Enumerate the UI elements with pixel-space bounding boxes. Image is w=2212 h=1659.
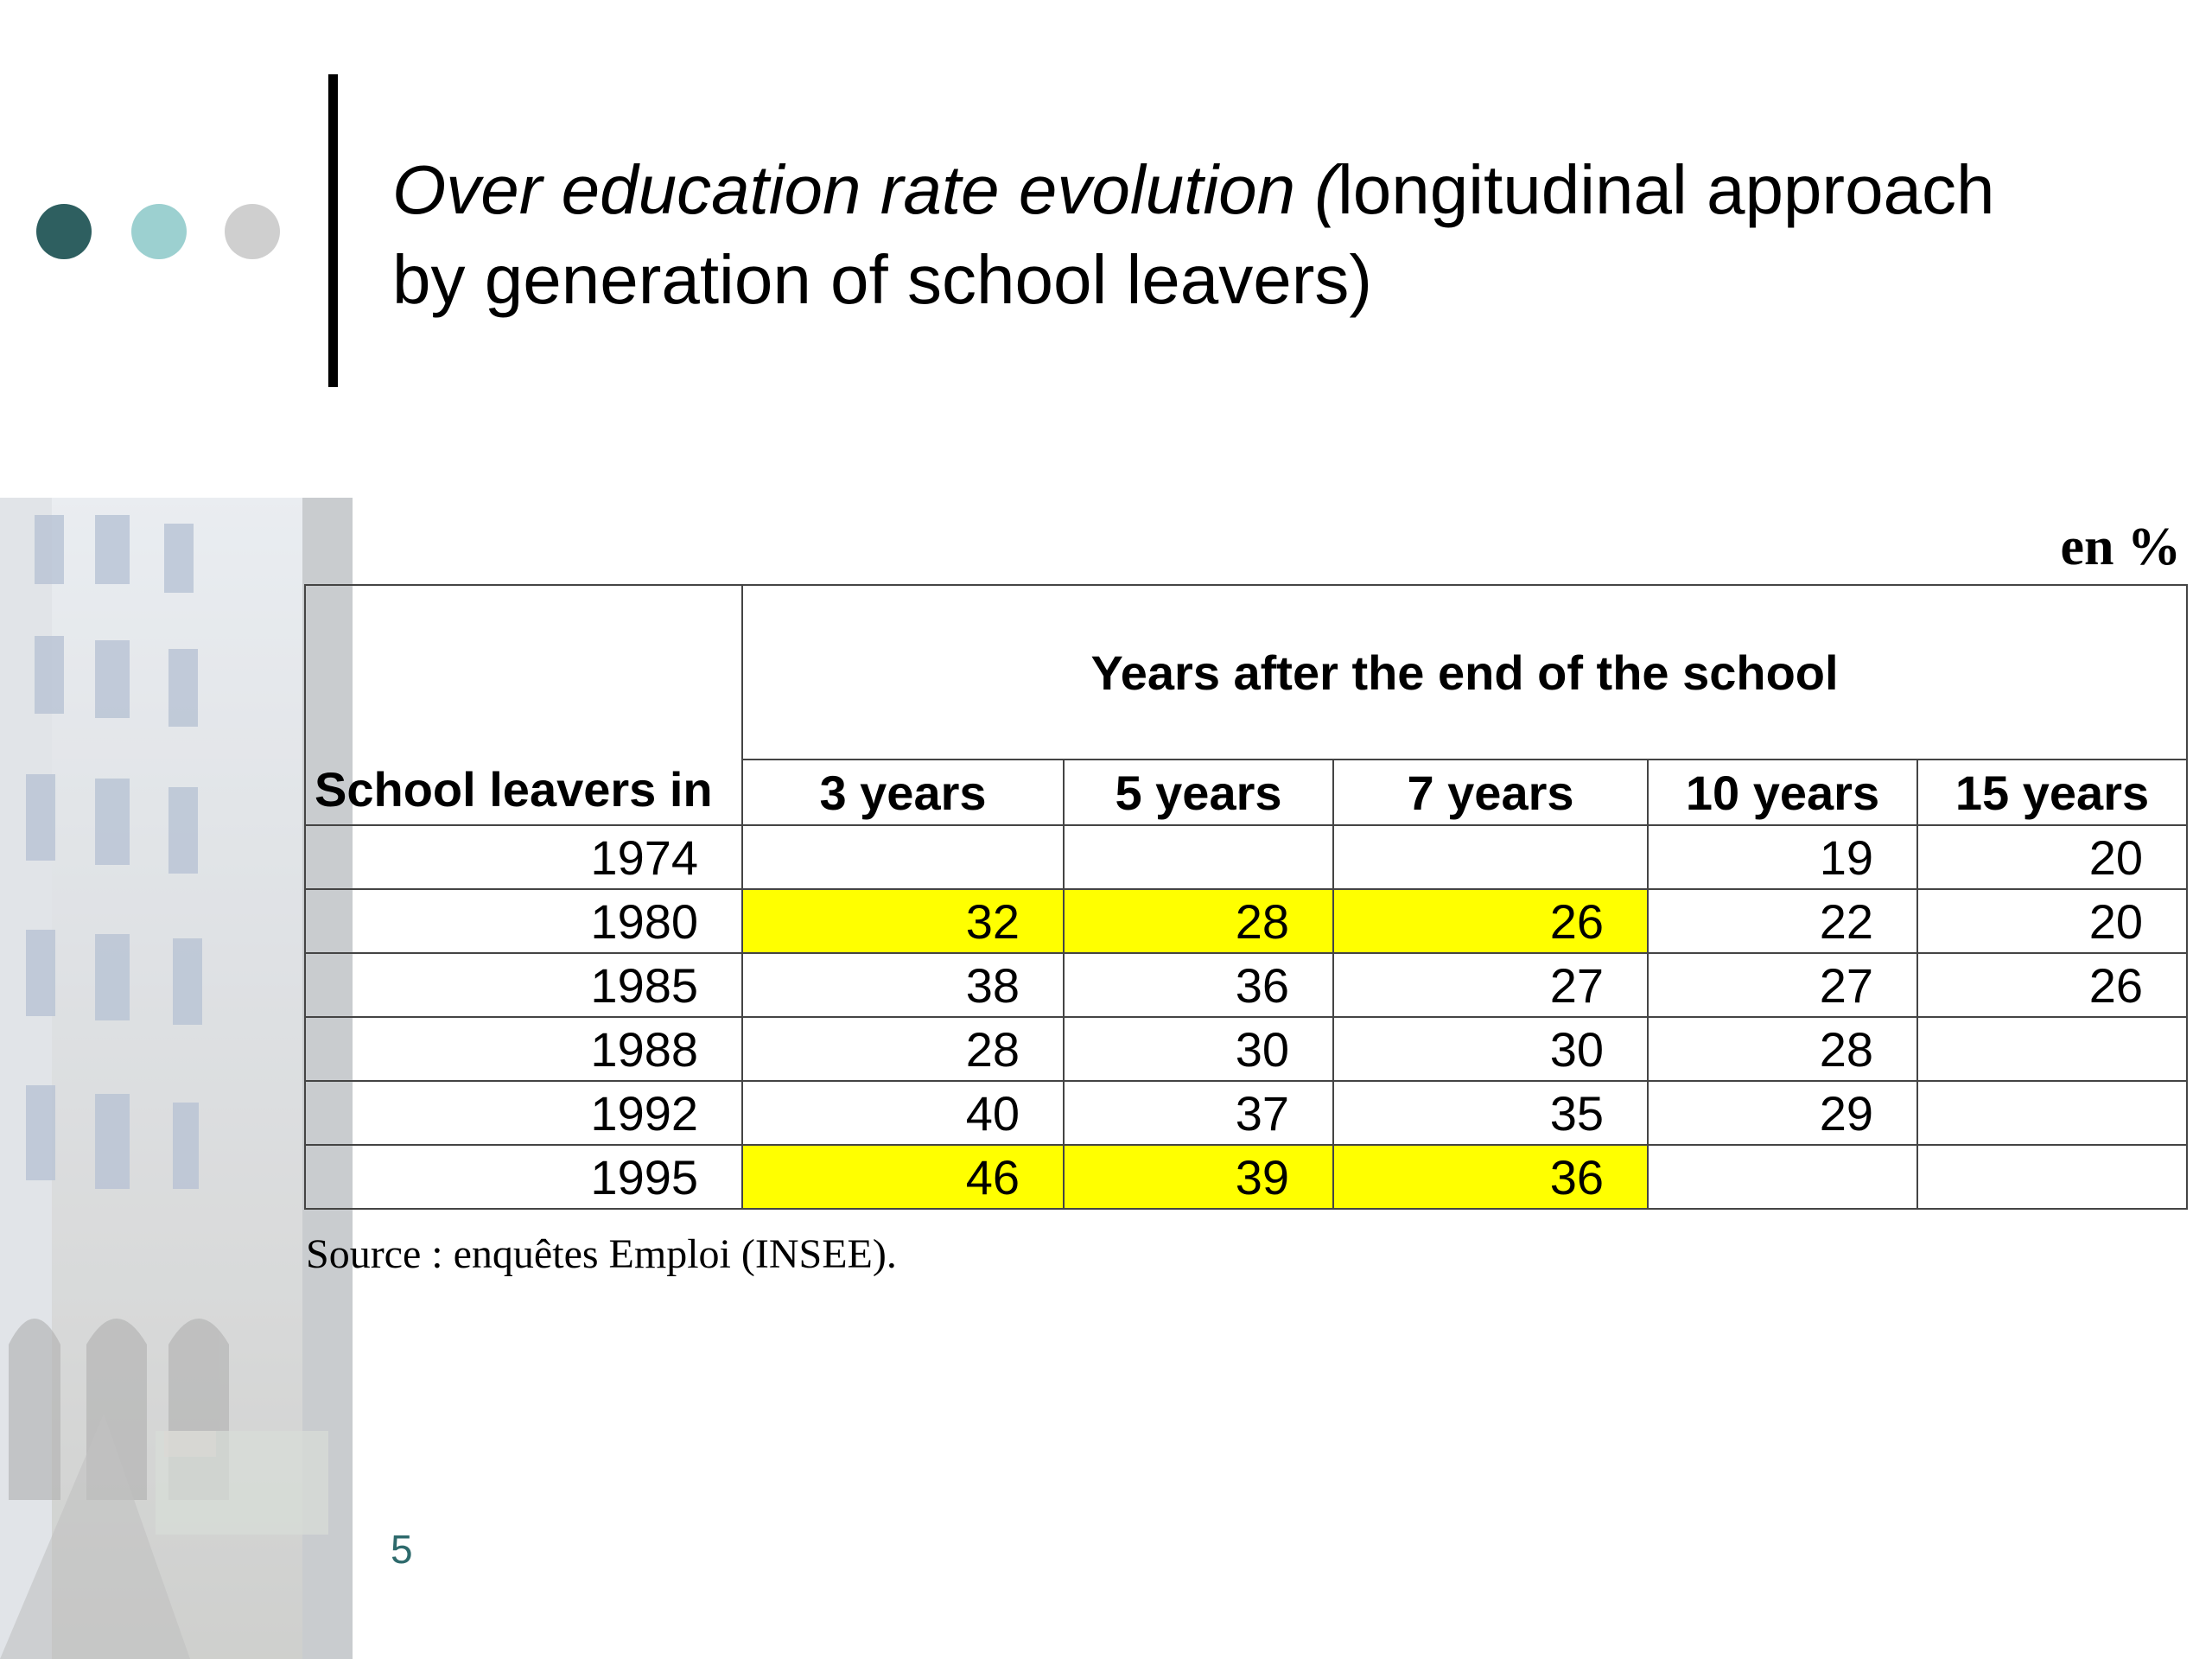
table-cell: [1917, 1017, 2187, 1081]
table-cell: [1917, 1081, 2187, 1145]
over-education-table: [304, 584, 2188, 1210]
table-row: [305, 825, 2187, 889]
highlighted-cell: 39: [1064, 1145, 1333, 1209]
table-cell: 28: [742, 1017, 1064, 1081]
table-row: [305, 1145, 2187, 1209]
table-cell: 28: [1648, 1017, 1917, 1081]
unit-label: en %: [2060, 518, 2181, 576]
row-year: 1985: [305, 953, 742, 1017]
table-cell: 22: [1648, 889, 1917, 953]
column-header-7-years: 7 years: [1333, 760, 1648, 825]
table-cell: 40: [742, 1081, 1064, 1145]
page-number: 5: [391, 1527, 413, 1572]
slide-title-rest: longitudinal approach by generation of school leavers): [392, 151, 1995, 318]
table-cell: 37: [1064, 1081, 1333, 1145]
table-row: [305, 889, 2187, 953]
row-year: 1992: [305, 1081, 742, 1145]
slide-title-italic: Over education rate evolution (: [392, 151, 1338, 228]
building-illustration: [0, 498, 353, 1659]
table-cell: 27: [1333, 953, 1648, 1017]
building-photo: [0, 498, 353, 1659]
table-cell: 20: [1917, 889, 2187, 953]
dark-teal-dot: [36, 204, 92, 259]
table-row: [305, 1081, 2187, 1145]
column-header-3-years: 3 years: [742, 760, 1064, 825]
column-header-10-years: 10 years: [1648, 760, 1917, 825]
row-year: 1974: [305, 825, 742, 889]
table-cell: 35: [1333, 1081, 1648, 1145]
table-row: [305, 953, 2187, 1017]
table-cell: [1917, 1145, 2187, 1209]
table-cell: 36: [1064, 953, 1333, 1017]
table-cell: 26: [1917, 953, 2187, 1017]
row-year: 1988: [305, 1017, 742, 1081]
table-cell: 30: [1064, 1017, 1333, 1081]
table-cell: 38: [742, 953, 1064, 1017]
group-header-years-after: Years after the end of the school: [742, 585, 2187, 760]
column-header-15-years: 15 years: [1917, 760, 2187, 825]
table-cell: 19: [1648, 825, 1917, 889]
table-cell: 29: [1648, 1081, 1917, 1145]
table-cell: [1064, 825, 1333, 889]
row-year: 1995: [305, 1145, 742, 1209]
highlighted-cell: 28: [1064, 889, 1333, 953]
table-cell: [742, 825, 1064, 889]
table-cell: 30: [1333, 1017, 1648, 1081]
highlighted-cell: 32: [742, 889, 1064, 953]
highlighted-cell: 26: [1333, 889, 1648, 953]
source-note: Source : enquêtes Emploi (INSEE).: [306, 1231, 897, 1277]
title-divider: [328, 74, 338, 387]
highlighted-cell: 46: [742, 1145, 1064, 1209]
row-header-school-leavers: School leavers in: [305, 585, 742, 825]
light-teal-dot: [131, 204, 187, 259]
highlighted-cell: 36: [1333, 1145, 1648, 1209]
row-year: 1980: [305, 889, 742, 953]
column-header-5-years: 5 years: [1064, 760, 1333, 825]
slide-title: [392, 145, 2034, 325]
table-cell: [1648, 1145, 1917, 1209]
table-row: [305, 1017, 2187, 1081]
table-group-header-row: [305, 585, 2187, 760]
grey-dot: [225, 204, 280, 259]
table-cell: 27: [1648, 953, 1917, 1017]
table-cell: 20: [1917, 825, 2187, 889]
table-cell: [1333, 825, 1648, 889]
